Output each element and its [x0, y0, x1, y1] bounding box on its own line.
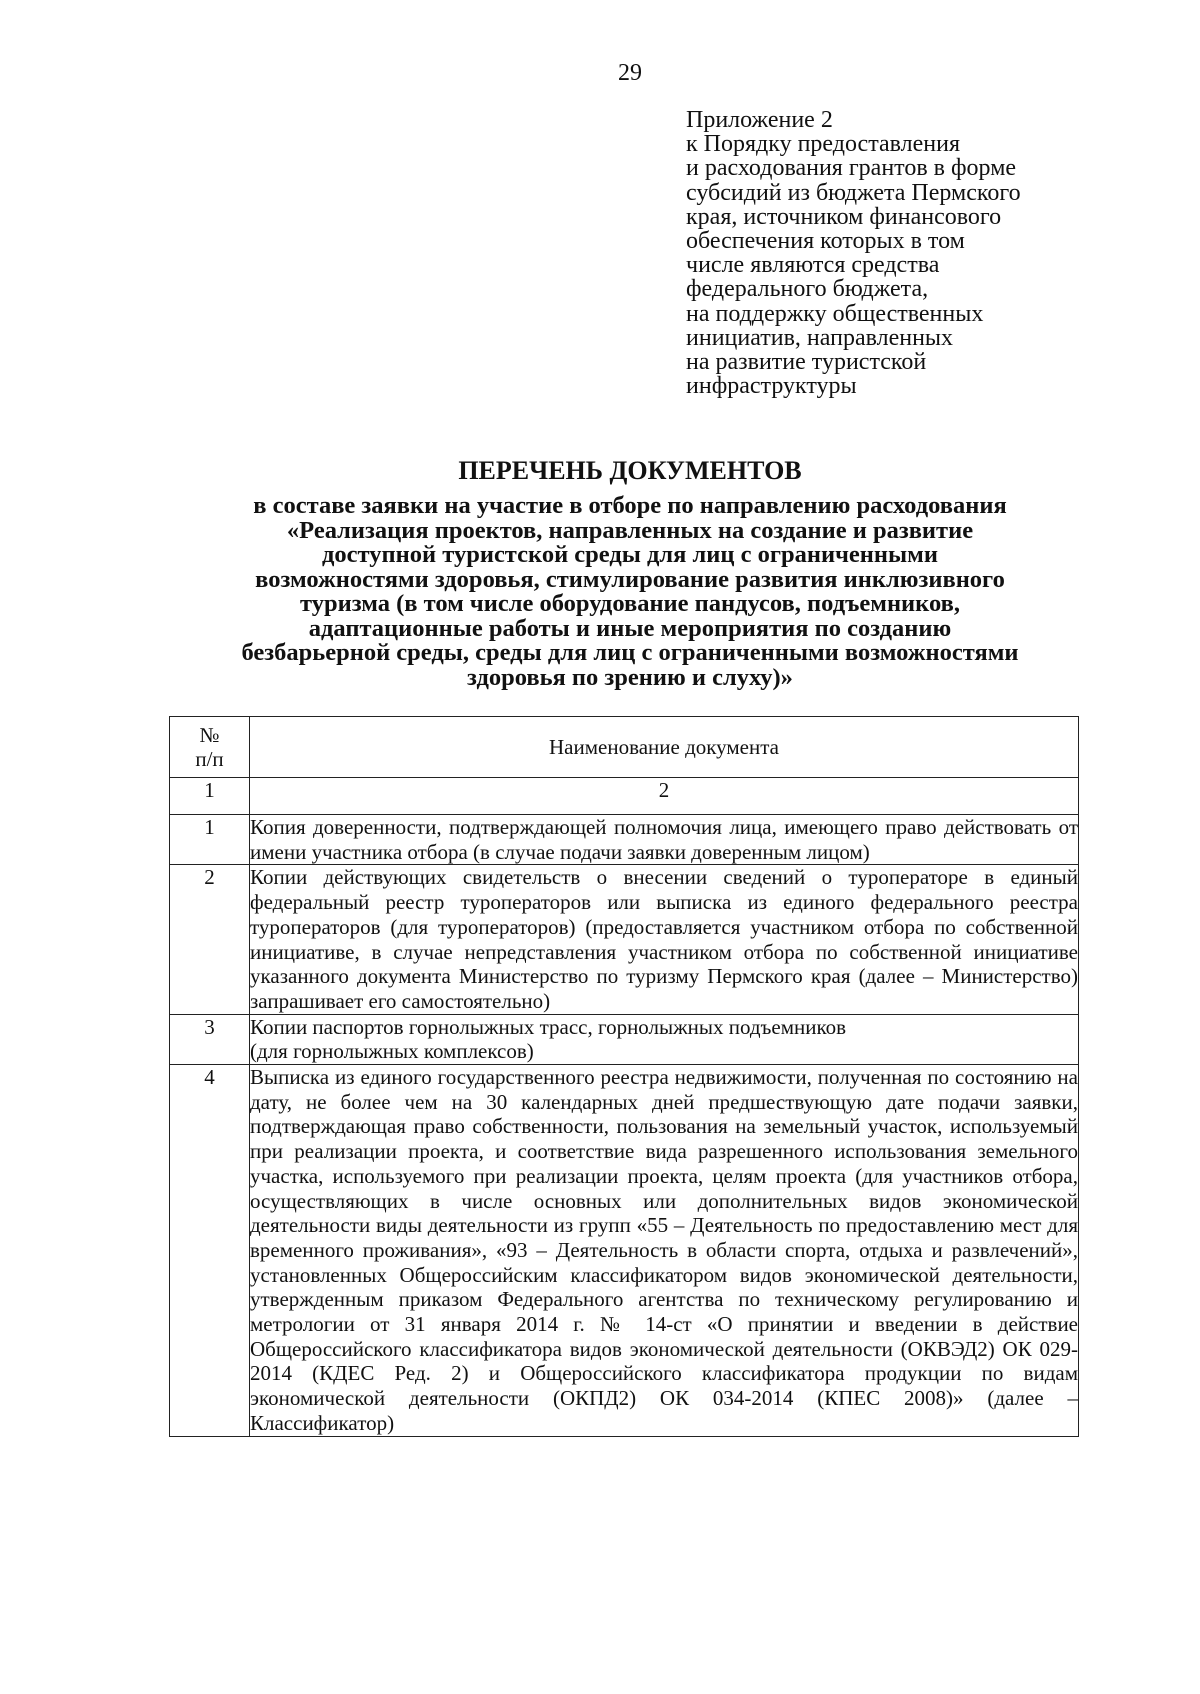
header-number-symbol: № [199, 723, 220, 747]
appendix-line: и расходования грантов в форме [686, 155, 1017, 182]
subtitle-line: здоровья по зрению и слуху)» [467, 663, 793, 691]
row-number: 4 [170, 1065, 250, 1437]
subtitle-line: возможностями здоровья, стимулирование развития инклюзивного [255, 565, 1005, 593]
appendix-line: федерального бюджета, [686, 276, 929, 303]
appendix-line: инициатив, направленных [686, 324, 954, 351]
header-document-name: Наименование документа [250, 717, 1079, 778]
subtitle-line: в составе заявки на участие в отборе по направлению расходования [253, 492, 1007, 519]
appendix-line: субсидий из бюджета Пермского [686, 179, 1021, 206]
row-number: 1 [170, 815, 250, 865]
table-row [170, 815, 1079, 865]
table-row [170, 1065, 1079, 1437]
row-document-text: Копии действующих свидетельств о внесении сведений о туроператоре в единый федеральный реестр туроператоров или выписка из единого федерального реестра туроператоров (для туроператоров) (предоставляется участником отбора по собственной инициативе, в случае непредставления участником отбора по собственной инициативе указанного документа Министерство по туризму Пермского края (далее – Министерство) запрашивает его самостоятельно) [250, 865, 1078, 1013]
appendix-line: инфраструктуры [686, 373, 857, 400]
document-subtitle [150, 494, 1110, 690]
documents-table [169, 716, 1079, 1437]
subtitle-line: безбарьерной среды, среды для лиц с ограниченными возможностями [241, 639, 1019, 666]
appendix-line: числе являются средства [686, 252, 940, 279]
subtitle-line: «Реализация проектов, направленных на создание и развитие [286, 516, 974, 544]
table-row [170, 1014, 1079, 1064]
header-number-abbrev: п/п [195, 747, 224, 771]
column-number-2: 2 [250, 778, 1079, 815]
row-number: 3 [170, 1014, 250, 1064]
row-document-text: Выписка из единого государственного реестра недвижимости, полученная по состоянию на дату, не более чем на 30 календарных дней предшествующую дате подачи заявки, подтверждающая право собственности, пользования на земельный участок, используемый при реализации проекта, и соответствие вида разрешенного использования земельного участка, используемого при реализации проекта, целям проекта (для участников отбора, осуществляющих в числе основных или дополнительных видов экономической деятельности виды деятельности из групп «55 – Деятельность по предоставлению мест для временного проживания», «93 – Деятельность в области спорта, отдыха и развлечений», установленных Общероссийским классификатором видов экономической деятельности, утвержденным приказом Федерального агентства по техническому регулированию и метрологии от 31 января 2014 г. № 14-ст «О принятии и введении в действие Общероссийского классификатора видов экономической деятельности (ОКВЭД2) ОК 029-2014 (КДЕС Ред. 2) и Общероссийского классификатора продукции по видам экономической деятельности (ОКПД2) ОК 034-2014 (КПЕС 2008)» (далее – Классификатор) [250, 1065, 1078, 1435]
subtitle-line: туризма (в том числе оборудование пандусов, подъемников, [300, 590, 960, 617]
appendix-line: к Порядку предоставления [686, 131, 961, 158]
appendix-line: края, источником финансового [686, 203, 1002, 230]
appendix-line: на развитие туристской [686, 349, 927, 376]
column-number-1: 1 [170, 778, 250, 815]
row-text-line: Копии паспортов горнолыжных трасс, горнолыжных подъемников [250, 1014, 847, 1039]
row-text-line: (для горнолыжных комплексов) [250, 1039, 534, 1064]
page-number: 29 [618, 60, 642, 86]
table-row [170, 865, 1079, 1014]
appendix-line: обеспечения которых в том [686, 228, 965, 255]
row-document-text: Копия доверенности, подтверждающей полномочия лица, имеющего право действовать от имени участника отбора (в случае подачи заявки доверенным лицом) [250, 815, 1078, 864]
row-number: 2 [170, 865, 250, 1014]
subtitle-line: адаптационные работы и иные мероприятия по созданию [308, 614, 952, 642]
appendix-line: Приложение 2 [686, 107, 833, 133]
row-document-text [250, 1014, 1079, 1064]
appendix-line: на поддержку общественных [686, 300, 984, 327]
subtitle-line: доступной туристской среды для лиц с ограниченными [322, 541, 938, 568]
column-numbers-row [170, 778, 1079, 815]
appendix-block [686, 108, 1106, 398]
header-number-cell [170, 717, 250, 778]
table-header-row [170, 717, 1079, 778]
document-title: ПЕРЕЧЕНЬ ДОКУМЕНТОВ [458, 456, 802, 485]
